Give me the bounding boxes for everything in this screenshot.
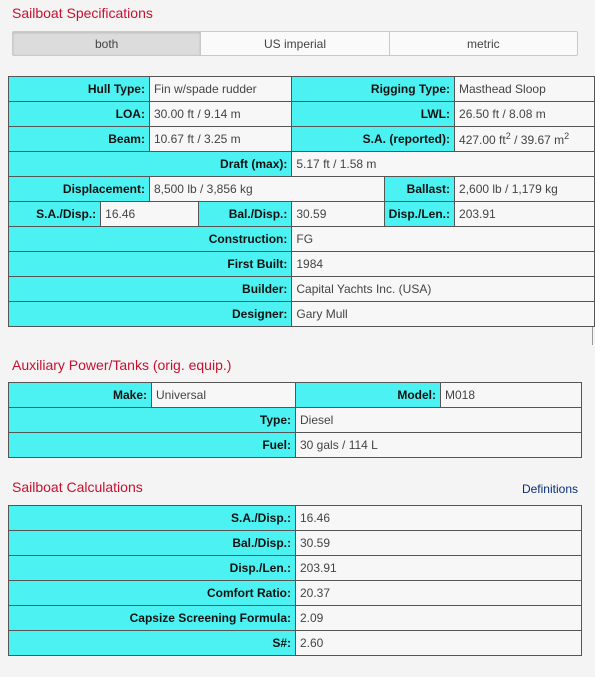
unit-tab-both[interactable]: both (13, 32, 201, 55)
builder-label: Builder: (9, 277, 292, 302)
aux-table (8, 382, 582, 458)
bal-disp-value: 30.59 (292, 202, 384, 227)
calc-sa-disp-value: 16.46 (296, 506, 582, 531)
calc-table (8, 505, 582, 656)
fuel-value: 30 gals / 114 L (296, 433, 582, 458)
specs-title: Sailboat Specifications (12, 5, 153, 21)
table-row (9, 277, 595, 302)
hull-type-value: Fin w/spade rudder (149, 77, 291, 102)
draft-value: 5.17 ft / 1.58 m (292, 152, 595, 177)
designer-value: Gary Mull (292, 302, 595, 327)
table-row (9, 302, 595, 327)
draft-label: Draft (max): (9, 152, 292, 177)
type-label: Type: (9, 408, 296, 433)
construction-value: FG (292, 227, 595, 252)
table-row (9, 177, 595, 202)
table-row (9, 127, 595, 152)
loa-value: 30.00 ft / 9.14 m (149, 102, 291, 127)
aux-title: Auxiliary Power/Tanks (orig. equip.) (12, 357, 232, 373)
designer-label: Designer: (9, 302, 292, 327)
lwl-label: LWL: (292, 102, 455, 127)
disp-len-value: 203.91 (455, 202, 595, 227)
builder-value: Capital Yachts Inc. (USA) (292, 277, 595, 302)
displacement-label: Displacement: (9, 177, 150, 202)
table-row (9, 227, 595, 252)
make-label: Make: (9, 383, 152, 408)
table-row (9, 202, 595, 227)
sa-disp-label: S.A./Disp.: (9, 202, 101, 227)
definitions-link[interactable]: Definitions (521, 482, 578, 496)
beam-value: 10.67 ft / 3.25 m (149, 127, 291, 152)
table-row (9, 606, 582, 631)
calc-comfort-ratio-label: Comfort Ratio: (9, 581, 296, 606)
sa-disp-value: 16.46 (101, 202, 199, 227)
calc-bal-disp-label: Bal./Disp.: (9, 531, 296, 556)
beam-label: Beam: (9, 127, 150, 152)
table-row (9, 506, 582, 531)
fuel-label: Fuel: (9, 433, 296, 458)
lwl-value: 26.50 ft / 8.08 m (455, 102, 595, 127)
table-row (9, 252, 595, 277)
calc-sa-disp-label: S.A./Disp.: (9, 506, 296, 531)
table-row (9, 531, 582, 556)
calc-disp-len-value: 203.91 (296, 556, 582, 581)
sail-area-value: 427.00 $ft^2 / 39.67$ $m^2$ (455, 127, 595, 152)
calc-comfort-ratio-value: 20.37 (296, 581, 582, 606)
table-row (9, 383, 582, 408)
calc-capsize-value: 2.09 (296, 606, 582, 631)
first-built-value: 1984 (292, 252, 595, 277)
calc-title: Sailboat Calculations (12, 479, 143, 495)
unit-tab-us-imperial[interactable]: US imperial (201, 32, 389, 55)
calc-capsize-label: Capsize Screening Formula: (9, 606, 296, 631)
type-value: Diesel (296, 408, 582, 433)
unit-tab-metric[interactable]: metric (466, 36, 500, 51)
bal-disp-label: Bal./Disp.: (199, 202, 292, 227)
construction-label: Construction: (9, 227, 292, 252)
calc-bal-disp-value: 30.59 (296, 531, 582, 556)
table-row (9, 631, 582, 656)
sail-area-label: S.A. (reported): (292, 127, 455, 152)
table-row (9, 77, 595, 102)
table-row (9, 433, 582, 458)
model-value: M018 (441, 383, 582, 408)
table-row (9, 152, 595, 177)
specs-table (8, 76, 595, 327)
rigging-type-value: Masthead Sloop (455, 77, 595, 102)
calc-s-number-value: 2.60 (296, 631, 582, 656)
rigging-type-label: Rigging Type: (292, 77, 455, 102)
first-built-label: First Built: (9, 252, 292, 277)
calc-disp-len-label: Disp./Len.: (9, 556, 296, 581)
unit-toggle (12, 31, 578, 56)
displacement-value: 8,500 lb / 3,856 kg (149, 177, 384, 202)
table-row (9, 556, 582, 581)
loa-label: LOA: (9, 102, 150, 127)
model-label: Model: (296, 383, 441, 408)
disp-len-label: Disp./Len.: (384, 202, 454, 227)
hull-type-label: Hull Type: (9, 77, 150, 102)
table-row (9, 408, 582, 433)
table-row (9, 581, 582, 606)
make-value: Universal (152, 383, 296, 408)
ballast-label: Ballast: (384, 177, 454, 202)
ballast-value: 2,600 lb / 1,179 kg (455, 177, 595, 202)
calc-s-number-label: S#: (9, 631, 296, 656)
table-row (9, 102, 595, 127)
